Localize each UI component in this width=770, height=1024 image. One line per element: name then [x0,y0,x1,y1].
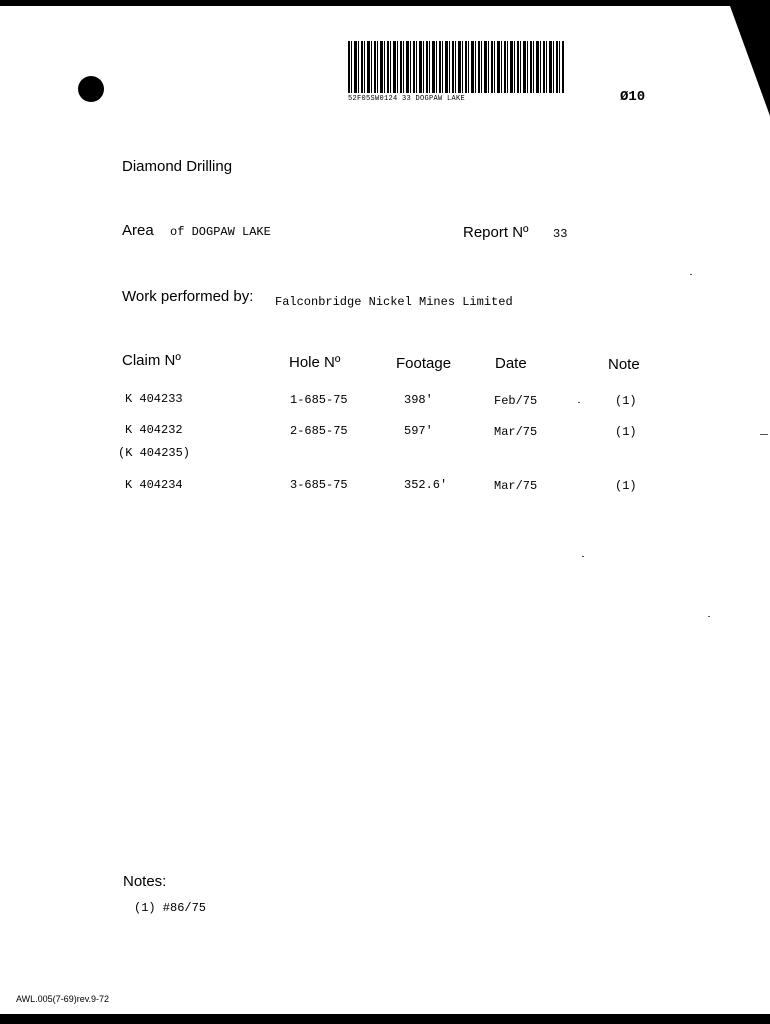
row1-footage: 398' [404,393,433,407]
row2-note: (1) [615,425,637,439]
work-performed-value: Falconbridge Nickel Mines Limited [275,295,513,309]
punch-hole [78,76,104,102]
row1-hole: 1-685-75 [290,393,348,407]
row2-date: Mar/75 [494,425,538,439]
scan-speck [760,434,768,435]
column-header-date: Date [495,355,527,372]
row1-date: Feb/75 [494,394,538,408]
column-header-note: Note [608,356,640,373]
column-header-hole: Hole Nº [289,354,341,371]
row3-date: Mar/75 [494,479,538,493]
scan-speck [690,274,692,275]
document-page [0,6,770,1014]
row3-footage: 352.6' [404,478,448,492]
barcode [348,41,564,93]
form-code: AWL.005(7-69)rev.9-72 [16,994,110,1004]
scan-speck [708,616,710,617]
column-header-footage: Footage [396,355,452,372]
work-performed-label: Work performed by: [122,288,254,305]
scan-speck [578,402,580,403]
row2-claim-sub: (K 404235) [118,446,191,460]
row2-hole: 2-685-75 [290,424,348,438]
row2-footage: 597' [404,424,433,438]
column-header-claim: Claim Nº [122,352,181,369]
folded-corner [730,6,770,116]
row1-claim: K 404233 [125,392,183,406]
notes-label: Notes: [123,873,167,890]
area-value: of DOGPAW LAKE [170,225,271,239]
area-label: Area [122,222,154,239]
report-value: 33 [553,227,568,241]
report-label: Report Nº [463,224,529,241]
row3-note: (1) [615,479,637,493]
row1-note: (1) [615,394,637,408]
barcode-caption: 52F05SW0124 33 DOGPAW LAKE [348,95,466,103]
scan-speck [582,556,584,557]
page-title: Diamond Drilling [122,158,233,175]
row3-hole: 3-685-75 [290,478,348,492]
notes-item: (1) #86/75 [134,901,207,915]
row2-claim: K 404232 [125,423,183,437]
row3-claim: K 404234 [125,478,183,492]
document-code: Ø10 [620,89,646,105]
